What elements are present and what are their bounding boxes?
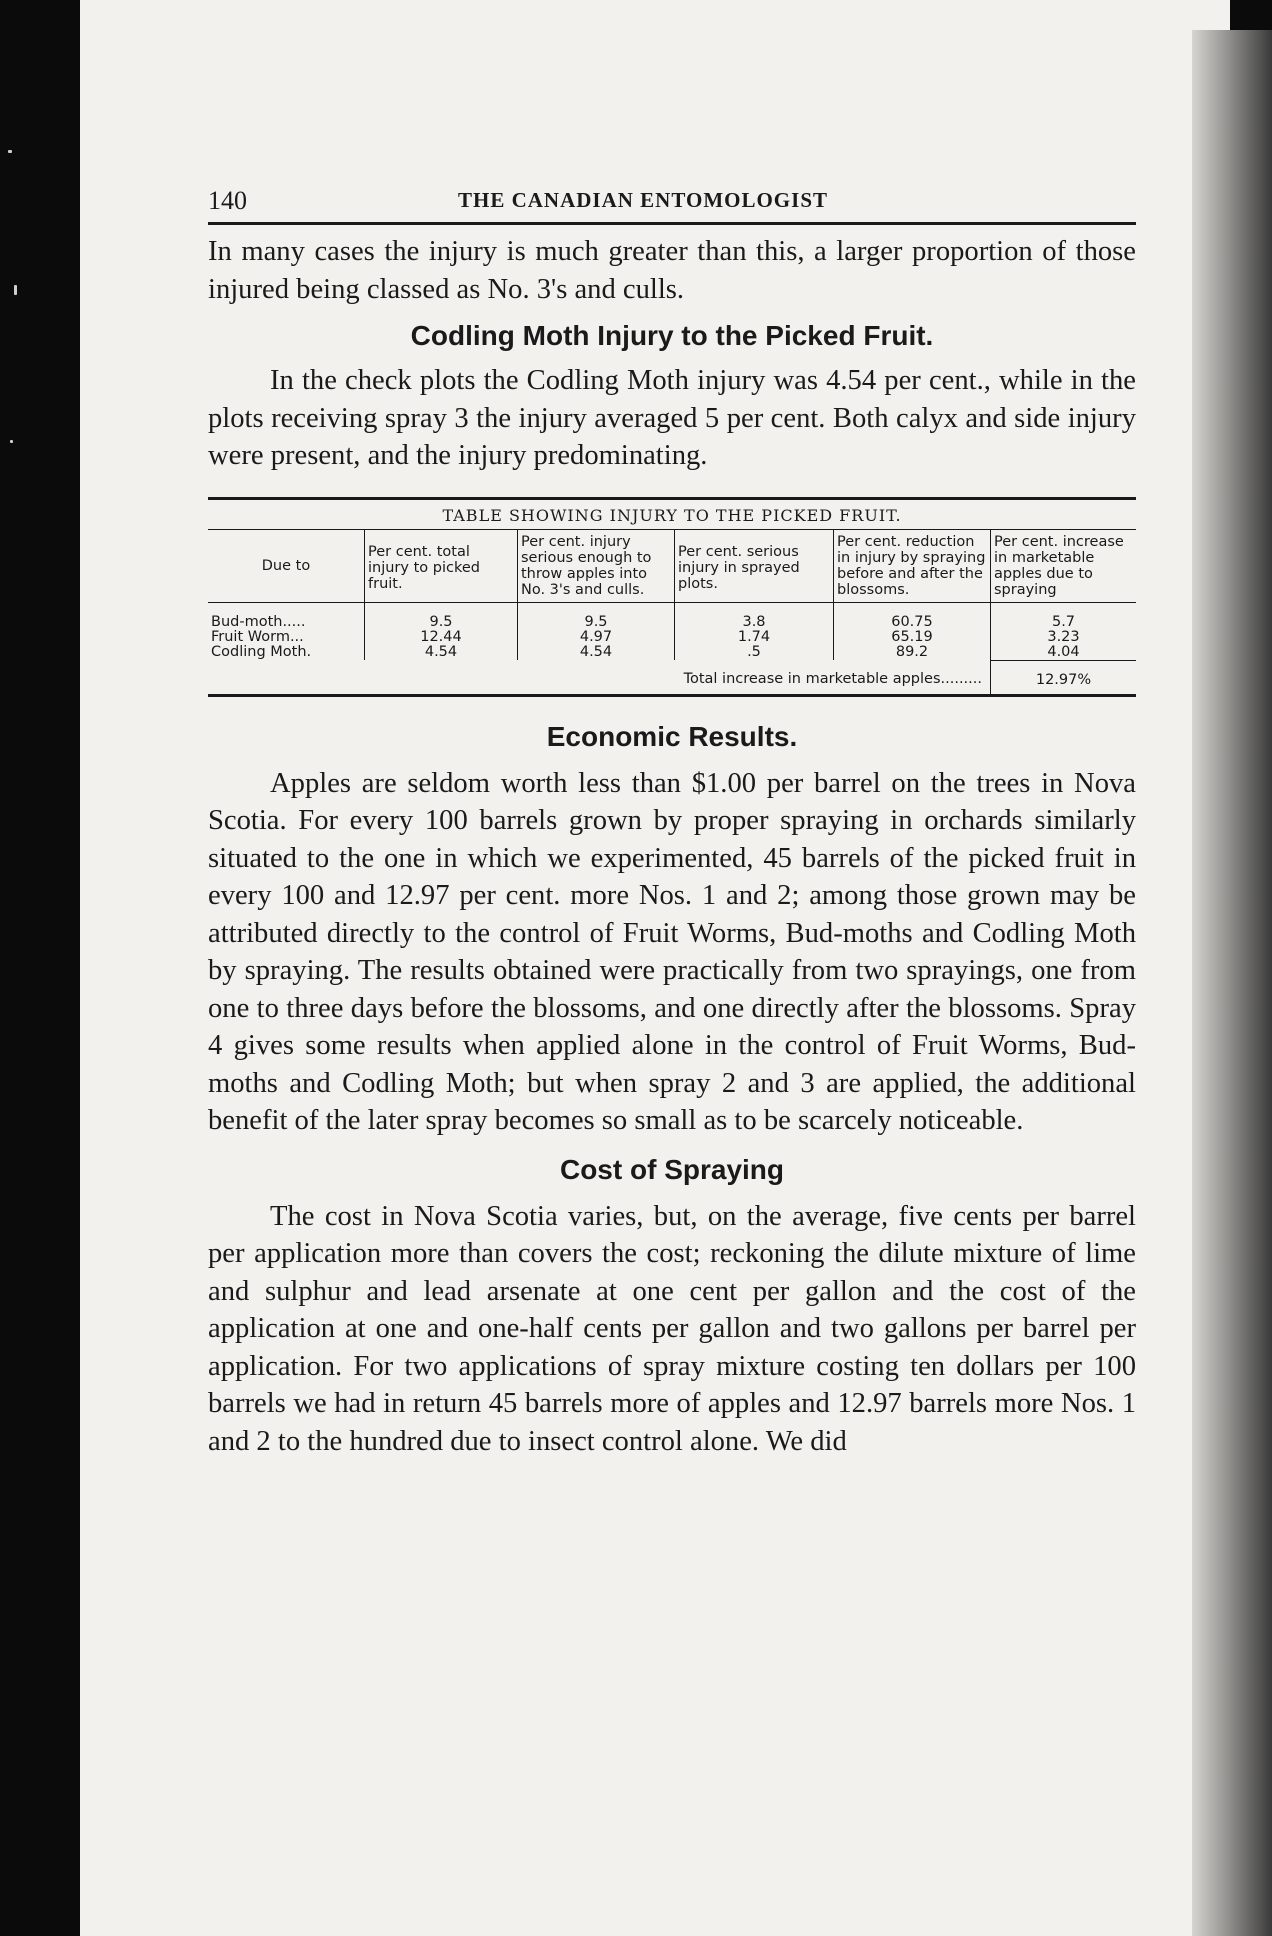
injury-table xyxy=(208,497,1136,697)
header-total-injury: Per cent. total injury to picked fruit. xyxy=(365,529,518,602)
table-cell: 89.2 xyxy=(834,645,991,661)
table-cell: 4.97 xyxy=(518,630,675,645)
section-heading-cost: Cost of Spraying xyxy=(559,1153,784,1185)
scan-speck xyxy=(14,285,17,295)
journal-title: THE CANADIAN ENTOMOLOGIST xyxy=(458,188,829,212)
table-title: TABLE SHOWING INJURY TO THE PICKED FRUIT. xyxy=(442,505,902,525)
row-label: Fruit Worm... xyxy=(211,628,304,645)
table-row xyxy=(208,645,1136,661)
header-rule xyxy=(208,222,1136,225)
total-label: Total increase in marketable apples......... xyxy=(208,660,991,695)
table-cell: 9.5 xyxy=(365,602,518,630)
running-head xyxy=(208,180,1136,220)
header-reduction: Per cent. reduction in injury by spraying before and after the blossoms. xyxy=(834,529,991,602)
intro-paragraph: In many cases the injury is much greater than this, a larger proportion of those injured being classed as No. 3's and culls. xyxy=(208,236,1136,305)
section-heading-codling: Codling Moth Injury to the Picked Fruit. xyxy=(410,320,934,351)
table-row xyxy=(208,630,1136,645)
injury-data-table xyxy=(208,529,1136,697)
section-heading-economic: Economic Results. xyxy=(546,720,798,752)
table-cell: 4.54 xyxy=(365,645,518,661)
table-row xyxy=(208,602,1136,630)
scan-speck xyxy=(8,150,12,153)
table-cell: 4.04 xyxy=(991,645,1137,661)
table-cell: 12.44 xyxy=(365,630,518,645)
table-cell: 65.19 xyxy=(834,630,991,645)
table-cell: .5 xyxy=(675,645,834,661)
table-cell: 3.23 xyxy=(991,630,1137,645)
header-due-to: Due to xyxy=(208,529,365,602)
header-increase: Per cent. increase in marketable apples due to spraying xyxy=(991,529,1137,602)
economic-paragraph: Apples are seldom worth less than $1.00 per barrel on the trees in Nova Scotia. For every 100 barrels grown by proper spraying in orchards similarly situated to the one in which we experimented, 45 barrels of the picked fruit in every 100 and 12.97 per cent. more Nos. 1 and 2; among those grown may be attributed directly to the control of Fruit Worms, Bud-moths and Codling Moth by spraying. The results obtained were practically from two sprayings, one from one to three days before the blossoms, and one directly after the blossoms. Spray 4 gives some results when applied alone in the control of Fruit Worms, Bud-moths and Codling Moth; but when spray 2 and 3 are applied, the additional benefit of the later spray becomes so small as to be scarcely noticeable. xyxy=(208,767,1136,1136)
page-content xyxy=(208,180,1136,1460)
table-cell: 5.7 xyxy=(991,602,1137,630)
scan-speck xyxy=(10,440,13,443)
cost-paragraph: The cost in Nova Scotia varies, but, on the average, five cents per barrel per application more than covers the cost; reckoning the dilute mixture of lime and sulphur and lead arsenate at one cent per gallon and the cost of the application at one and one-half cents per gallon and two gallons per barrel per application. For two applications of spray mixture costing ten dollars per 100 barrels we had in return 45 barrels more of apples and 12.97 barrels more Nos. 1 and 2 to the hundred due to insect control alone. We did xyxy=(208,1200,1136,1457)
table-cell: 60.75 xyxy=(834,602,991,630)
table-header-row xyxy=(208,529,1136,602)
table-cell: 4.54 xyxy=(518,645,675,661)
header-serious-injury: Per cent. injury serious enough to throw apples into No. 3's and culls. xyxy=(518,529,675,602)
table-total-row xyxy=(208,660,1136,695)
table-cell: 9.5 xyxy=(518,602,675,630)
page-edge-shadow xyxy=(1192,30,1272,1936)
page-number: 140 xyxy=(208,186,247,215)
codling-paragraph: In the check plots the Codling Moth injury was 4.54 per cent., while in the plots receiving spray 3 the injury averaged 5 per cent. Both calyx and side injury were present, and the injury predominating. xyxy=(208,365,1136,471)
table-cell: 1.74 xyxy=(675,630,834,645)
total-value: 12.97% xyxy=(991,660,1137,695)
row-label: Codling Moth. xyxy=(211,643,312,660)
table-cell: 3.8 xyxy=(675,602,834,630)
row-label: Bud-moth..... xyxy=(211,613,306,630)
header-sprayed-injury: Per cent. serious injury in sprayed plots. xyxy=(675,529,834,602)
